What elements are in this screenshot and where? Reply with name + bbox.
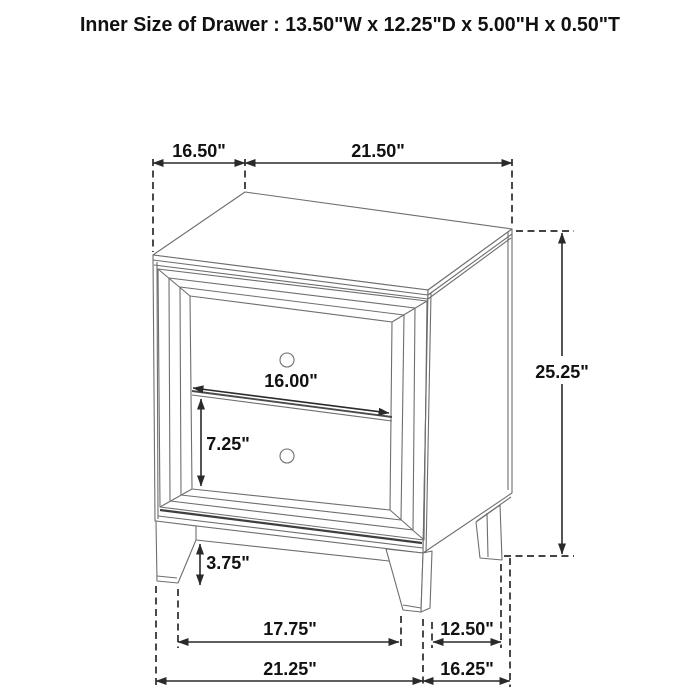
- dim-label-side-leg-inner-span: 12.50": [440, 619, 494, 639]
- dim-front-leg-inner-span: [178, 589, 401, 648]
- dim-overall-height: [504, 231, 593, 556]
- dim-label-drawer-face-height: 7.25": [206, 434, 250, 454]
- drawer-knob-top: [280, 353, 294, 367]
- leg-side-face: [421, 551, 432, 612]
- dim-side-leg-inner-span: [432, 564, 501, 648]
- dim-label-front-leg-inner-span: 17.75": [263, 619, 317, 639]
- dim-label-front-overall-width: 21.25": [263, 659, 317, 679]
- dim-label-side-overall-depth: 16.25": [440, 659, 494, 679]
- dim-label-drawer-width: 16.00": [264, 371, 318, 391]
- leg-body: [156, 521, 196, 583]
- leg-front-face: [386, 549, 423, 612]
- dim-label-top-width: 21.50": [351, 141, 405, 161]
- dim-label-top-depth: 16.50": [172, 141, 226, 161]
- dim-label-overall-height: 25.25": [535, 362, 589, 382]
- diagram-title: Inner Size of Drawer : 13.50"W x 12.25"D x 5.00"H x 0.50"T: [80, 14, 620, 36]
- front-left-leg: [156, 521, 196, 583]
- nightstand-drawing: [153, 192, 512, 612]
- drawer-knob-bottom: [280, 449, 294, 463]
- front-right-leg: [386, 549, 432, 612]
- dim-label-leg-height: 3.75": [206, 553, 250, 573]
- dim-leg-height: [200, 544, 250, 585]
